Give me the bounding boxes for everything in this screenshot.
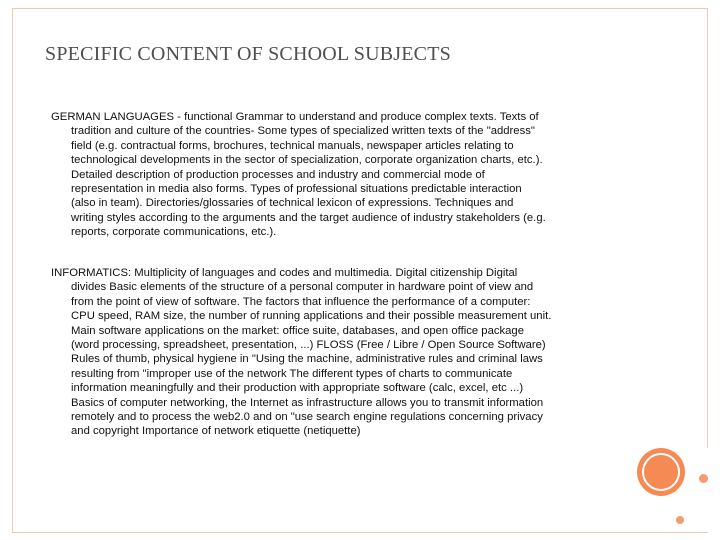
paragraph-line: writing styles according to the arguments and the target audience of industry stakeholders (e.g. bbox=[71, 211, 546, 224]
paragraph-line: Rules of thumb, physical hygiene in "Using the machine, administrative rules and criminal laws bbox=[71, 353, 543, 366]
paragraph-continuation bbox=[51, 280, 631, 438]
paragraph-line: INFORMATICS: Multiplicity of languages and codes and multimedia. Digital citizenship Digital bbox=[51, 267, 518, 279]
paragraph-line: information meaningfully and their production with appropriate software (calc, excel, etc ...) bbox=[71, 382, 524, 395]
decorative-dot bbox=[676, 516, 684, 524]
paragraph-continuation bbox=[51, 124, 631, 239]
paragraph-line: (word processing, spreadsheet, presentation, ...) FLOSS (Free / Libre / Open Source Software) bbox=[71, 339, 546, 352]
paragraph-line: and copyright Importance of network etiquette (netiquette) bbox=[71, 425, 361, 438]
paragraph-line: from the point of view of software. The factors that influence the performance of a computer: bbox=[71, 295, 531, 308]
paragraph-line: remotely and to process the web2.0 and on "use search engine regulations concerning privacy bbox=[71, 411, 543, 424]
paragraph-line: technological developments in the sector of specialization, corporate organization charts, etc.). bbox=[71, 154, 543, 167]
slide-title: SPECIFIC CONTENT OF SCHOOL SUBJECTS bbox=[45, 43, 451, 65]
paragraph-line: reports, corporate communications, etc.). bbox=[71, 226, 277, 239]
paragraph-line: representation in media also forms. Types of professional situations predictable interaction bbox=[71, 183, 522, 196]
frame-right-line bbox=[707, 8, 708, 448]
decorative-circle-ring bbox=[642, 453, 680, 491]
paragraph-line: Detailed description of production processes and industry and commercial mode of bbox=[71, 168, 485, 181]
paragraph-line: divides Basic elements of the structure of a personal computer in hardware point of view and bbox=[71, 281, 534, 294]
paragraph-line: Basics of computer networking, the Internet as infrastructure allows you to transmit information bbox=[71, 396, 544, 409]
paragraph-line: field (e.g. contractual forms, brochures, technical manuals, newspaper articles relating to bbox=[71, 139, 514, 152]
frame-bottom-line bbox=[12, 532, 708, 533]
paragraph-line: Main software applications on the market: office suite, databases, and open office package bbox=[71, 324, 524, 337]
decorative-dot bbox=[699, 474, 708, 483]
frame-left-line bbox=[12, 8, 13, 532]
paragraph-informatics bbox=[51, 266, 631, 439]
paragraph-line: tradition and culture of the countries- Some types of specialized written texts of the "address" bbox=[71, 125, 535, 138]
frame-top-line bbox=[12, 8, 708, 9]
paragraph-line: (also in team). Directories/glossaries of technical lexicon of expressions. Techniques and bbox=[71, 197, 514, 210]
paragraph-line: CPU speed, RAM size, the number of running applications and their possible measurement unit. bbox=[71, 310, 552, 323]
paragraph-line: resulting from "improper use of the network The different types of charts to communicate bbox=[71, 367, 513, 380]
paragraph-german-languages bbox=[51, 110, 631, 240]
paragraph-line: GERMAN LANGUAGES - functional Grammar to understand and produce complex texts. Texts of bbox=[51, 111, 539, 123]
